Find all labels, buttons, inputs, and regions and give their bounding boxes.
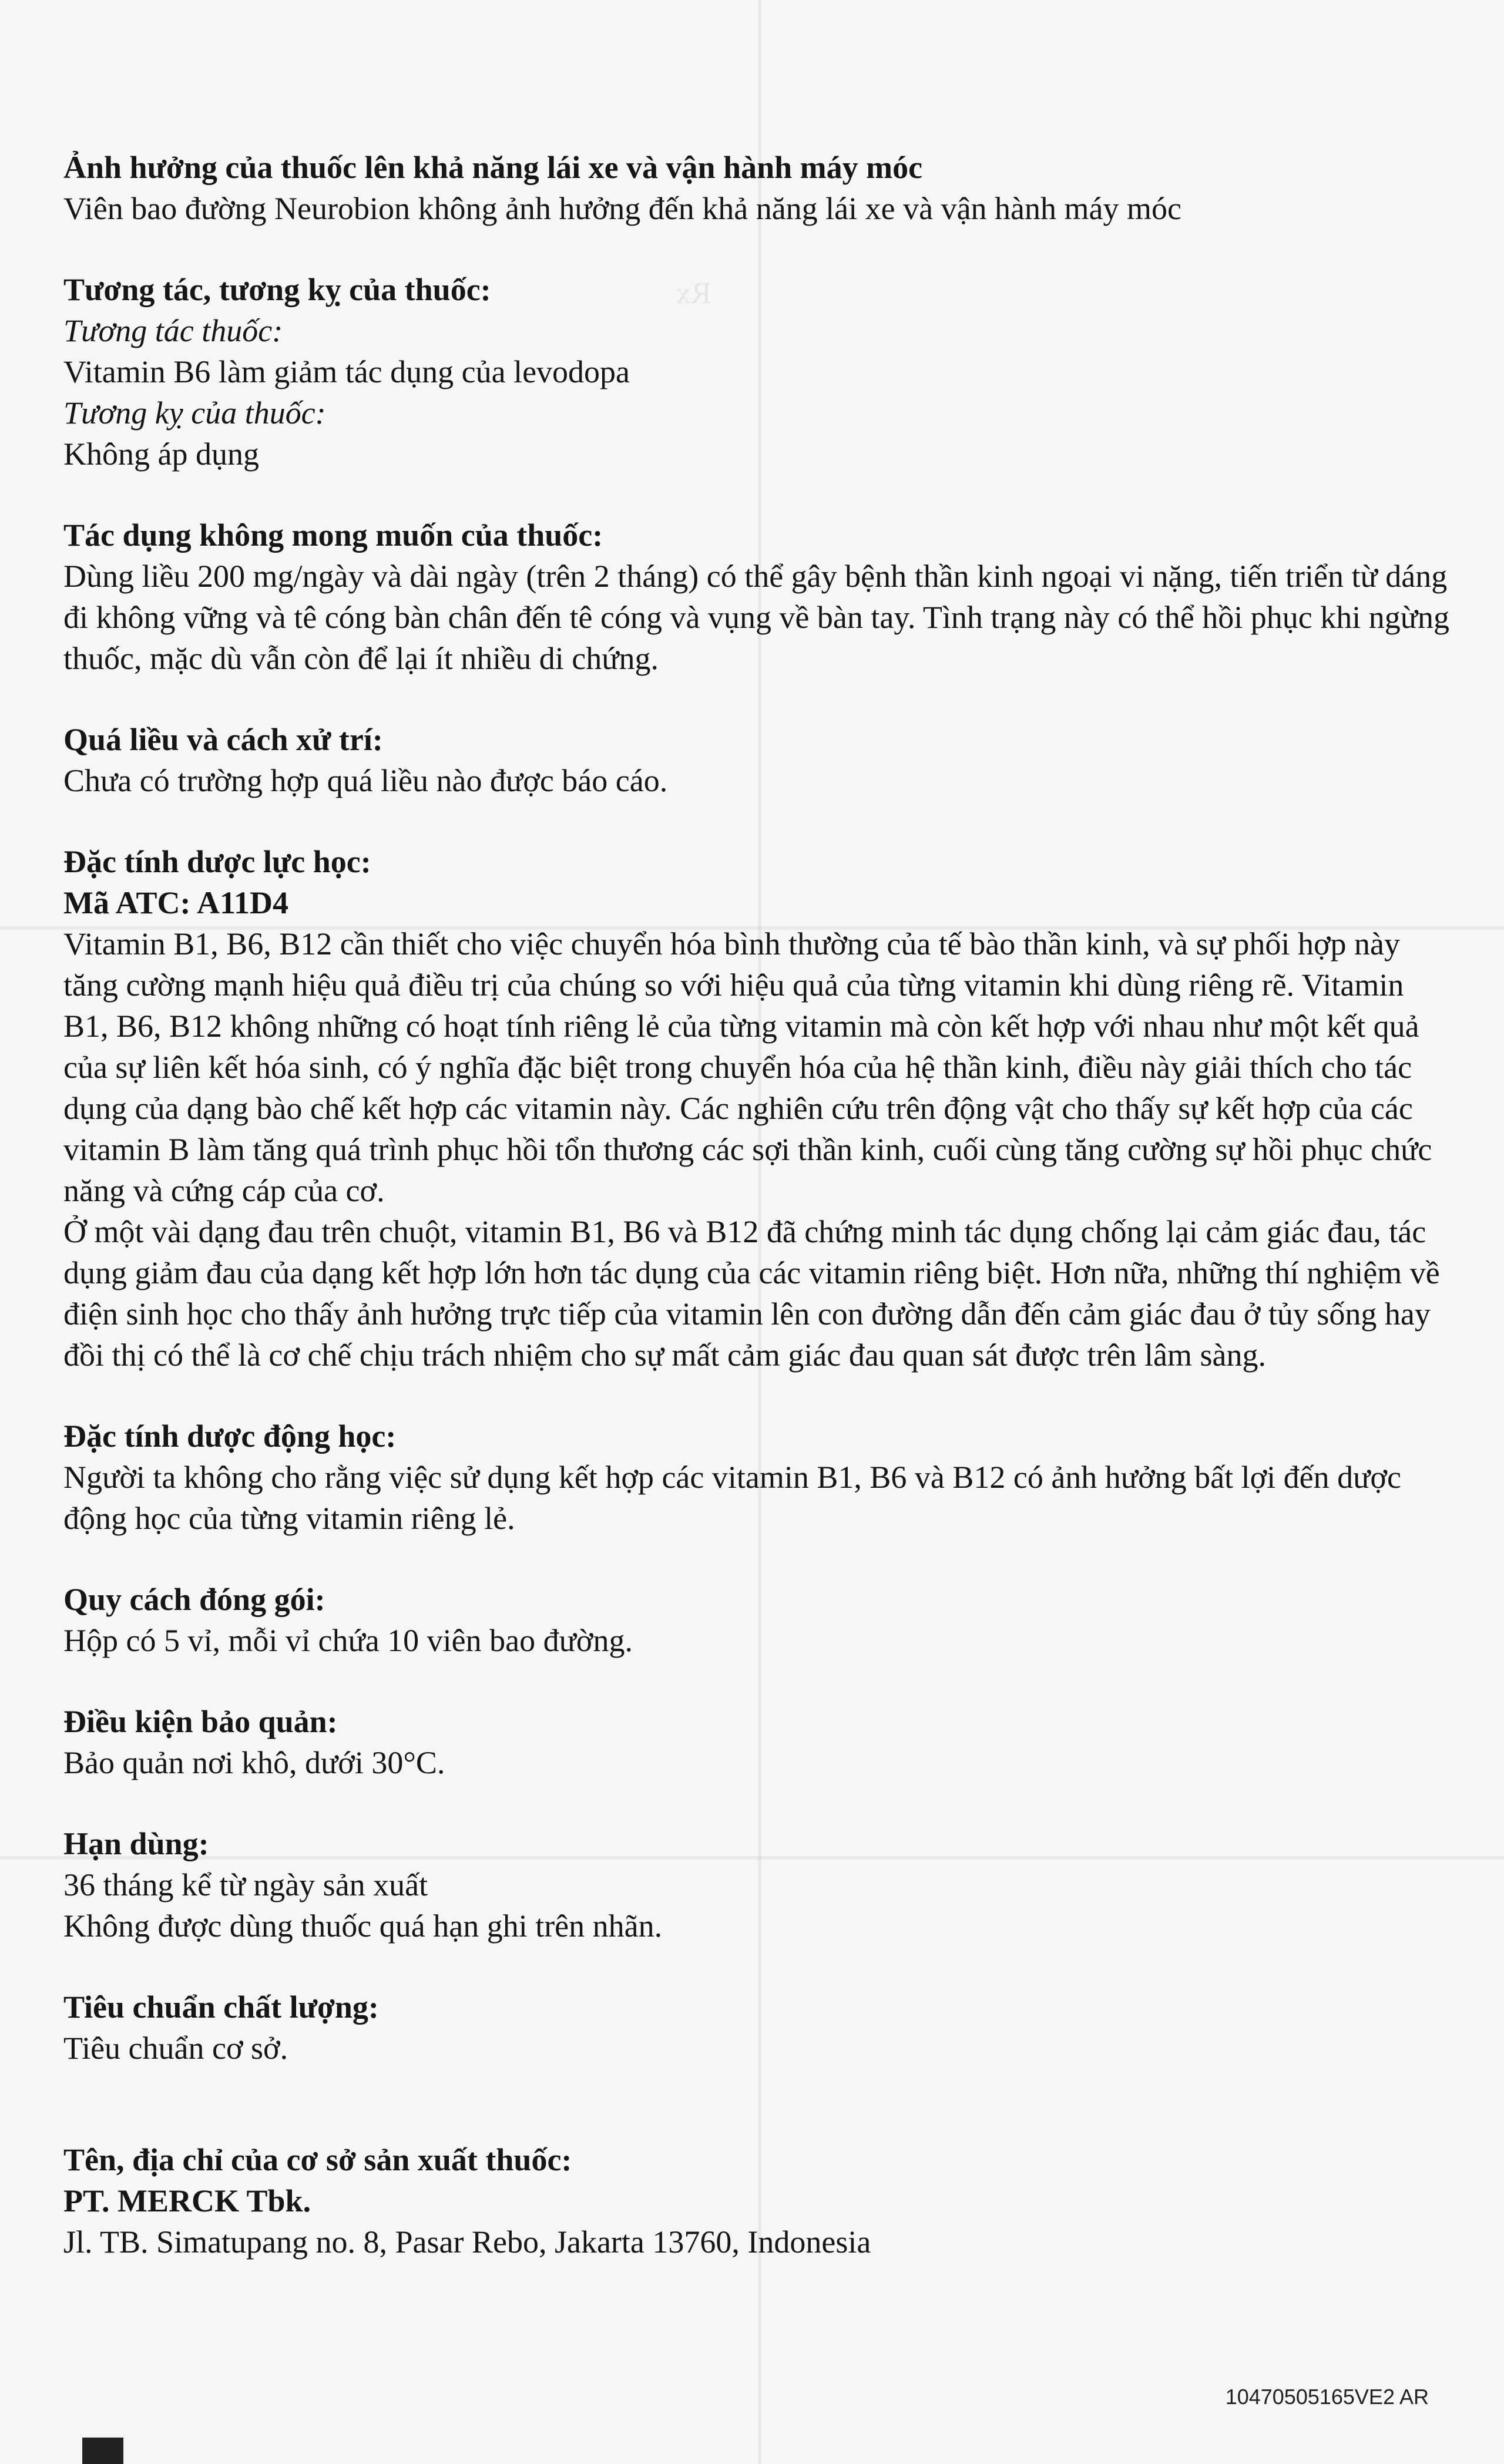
section-text: Hộp có 5 vỉ, mỗi vỉ chứa 10 viên bao đường. [63,1623,633,1658]
section-text: Ở một vài dạng đau trên chuột, vitamin B1, B6 và B12 đã chứng minh tác dụng chống lại cảm giác đau, tác dụng giảm đau của dạng kết hợp lớn hơn tác dụng của các vitamin riêng biệt. Hơn nữa, những thí nghiệm về điện sinh học cho thấy ảnh hưởng trực tiếp của vitamin lên con đường dẫn đến cảm giác đau ở tủy sống hay đồi thị có thể là cơ chế chịu trách nhiệm cho sự mất cảm giác đau quan sát được trên lâm sàng. [63,1214,1440,1373]
section-text: Bảo quản nơi khô, dưới 30°C. [63,1745,445,1780]
section-side-effects [63,515,1450,679]
section-text: Không được dùng thuốc quá hạn ghi trên nhãn. [63,1908,663,1944]
section-heading: Tên, địa chỉ của cơ sở sản xuất thuốc: [63,2142,572,2177]
section-heading: Đặc tính dược động học: [63,1418,397,1454]
section-heading: Ảnh hưởng của thuốc lên khả năng lái xe và vận hành máy móc [63,150,923,185]
section-heading: Tương tác, tương kỵ của thuốc: [63,272,491,307]
section-driving [63,147,1450,229]
section-text: Không áp dụng [63,436,259,472]
section-text: Vitamin B1, B6, B12 cần thiết cho việc chuyển hóa bình thường của tế bào thần kinh, và sự phối hợp này tăng cường mạnh hiệu quả điều trị của chúng so với hiệu quả của từng vitamin khi dùng riêng rẽ. Vitamin B1, B6, B12 không những có hoạt tính riêng lẻ của từng vitamin mà còn kết hợp với nhau như một kết quả của sự liên kết hóa sinh, có ý nghĩa đặc biệt trong chuyển hóa của hệ thần kinh, điều này giải thích cho tác dụng của dạng bào chế kết hợp các vitamin này. Các nghiên cứu trên động vật cho thấy sự kết hợp của các vitamin B làm tăng quá trình phục hồi tổn thương các sợi thần kinh, cuối cùng tăng cường sự hồi phục chức năng và cứng cáp của cơ. [63,926,1432,1208]
section-heading: Hạn dùng: [63,1826,209,1861]
section-text: Tiêu chuẩn cơ sở. [63,2031,288,2066]
section-text: Chưa có trường hợp quá liều nào được báo cáo. [63,763,668,798]
show-through-text: Rx [676,277,711,310]
subheading: Tương tác thuốc: [63,313,283,348]
atc-code: Mã ATC: A11D4 [63,885,289,920]
leaflet-body [63,147,1450,2302]
section-shelf-life [63,1823,1450,1947]
section-pharmacokinetics [63,1416,1450,1539]
manufacturer-name: PT. MERCK Tbk. [63,2183,311,2218]
section-overdose [63,719,1450,801]
section-heading: Tiêu chuẩn chất lượng: [63,1989,379,2025]
section-packaging [63,1579,1450,1661]
section-heading: Quy cách đóng gói: [63,1582,325,1617]
subheading: Tương kỵ của thuốc: [63,395,326,431]
section-heading: Điều kiện bảo quản: [63,1704,338,1739]
section-storage [63,1701,1450,1783]
section-manufacturer [63,2139,1450,2263]
document-code: 10470505165VE2 AR [1225,2385,1429,2409]
manufacturer-address: Jl. TB. Simatupang no. 8, Pasar Rebo, Jakarta 13760, Indonesia [63,2224,871,2260]
print-registration-mark [82,2438,123,2464]
section-interactions [63,269,1450,475]
section-text: 36 tháng kể từ ngày sản xuất [63,1867,428,1902]
section-heading: Đặc tính dược lực học: [63,844,371,879]
section-pharmacodynamics [63,841,1450,1376]
section-heading: Tác dụng không mong muốn của thuốc: [63,517,603,553]
section-text: Viên bao đường Neurobion không ảnh hưởng đến khả năng lái xe và vận hành máy móc [63,191,1181,226]
section-text: Dùng liều 200 mg/ngày và dài ngày (trên 2 tháng) có thể gây bệnh thần kinh ngoại vi nặng, tiến triển từ dáng đi không vững và tê cóng bàn chân đến tê cóng và vụng về bàn tay. Tình trạng này có thể hồi phục khi ngừng thuốc, mặc dù vẫn còn để lại ít nhiều di chứng. [63,559,1449,676]
section-heading: Quá liều và cách xử trí: [63,722,383,757]
section-quality-standard [63,1986,1450,2069]
section-text: Vitamin B6 làm giảm tác dụng của levodopa [63,354,630,389]
section-text: Người ta không cho rằng việc sử dụng kết hợp các vitamin B1, B6 và B12 có ảnh hưởng bất lợi đến dược động học của từng vitamin riêng lẻ. [63,1460,1401,1536]
